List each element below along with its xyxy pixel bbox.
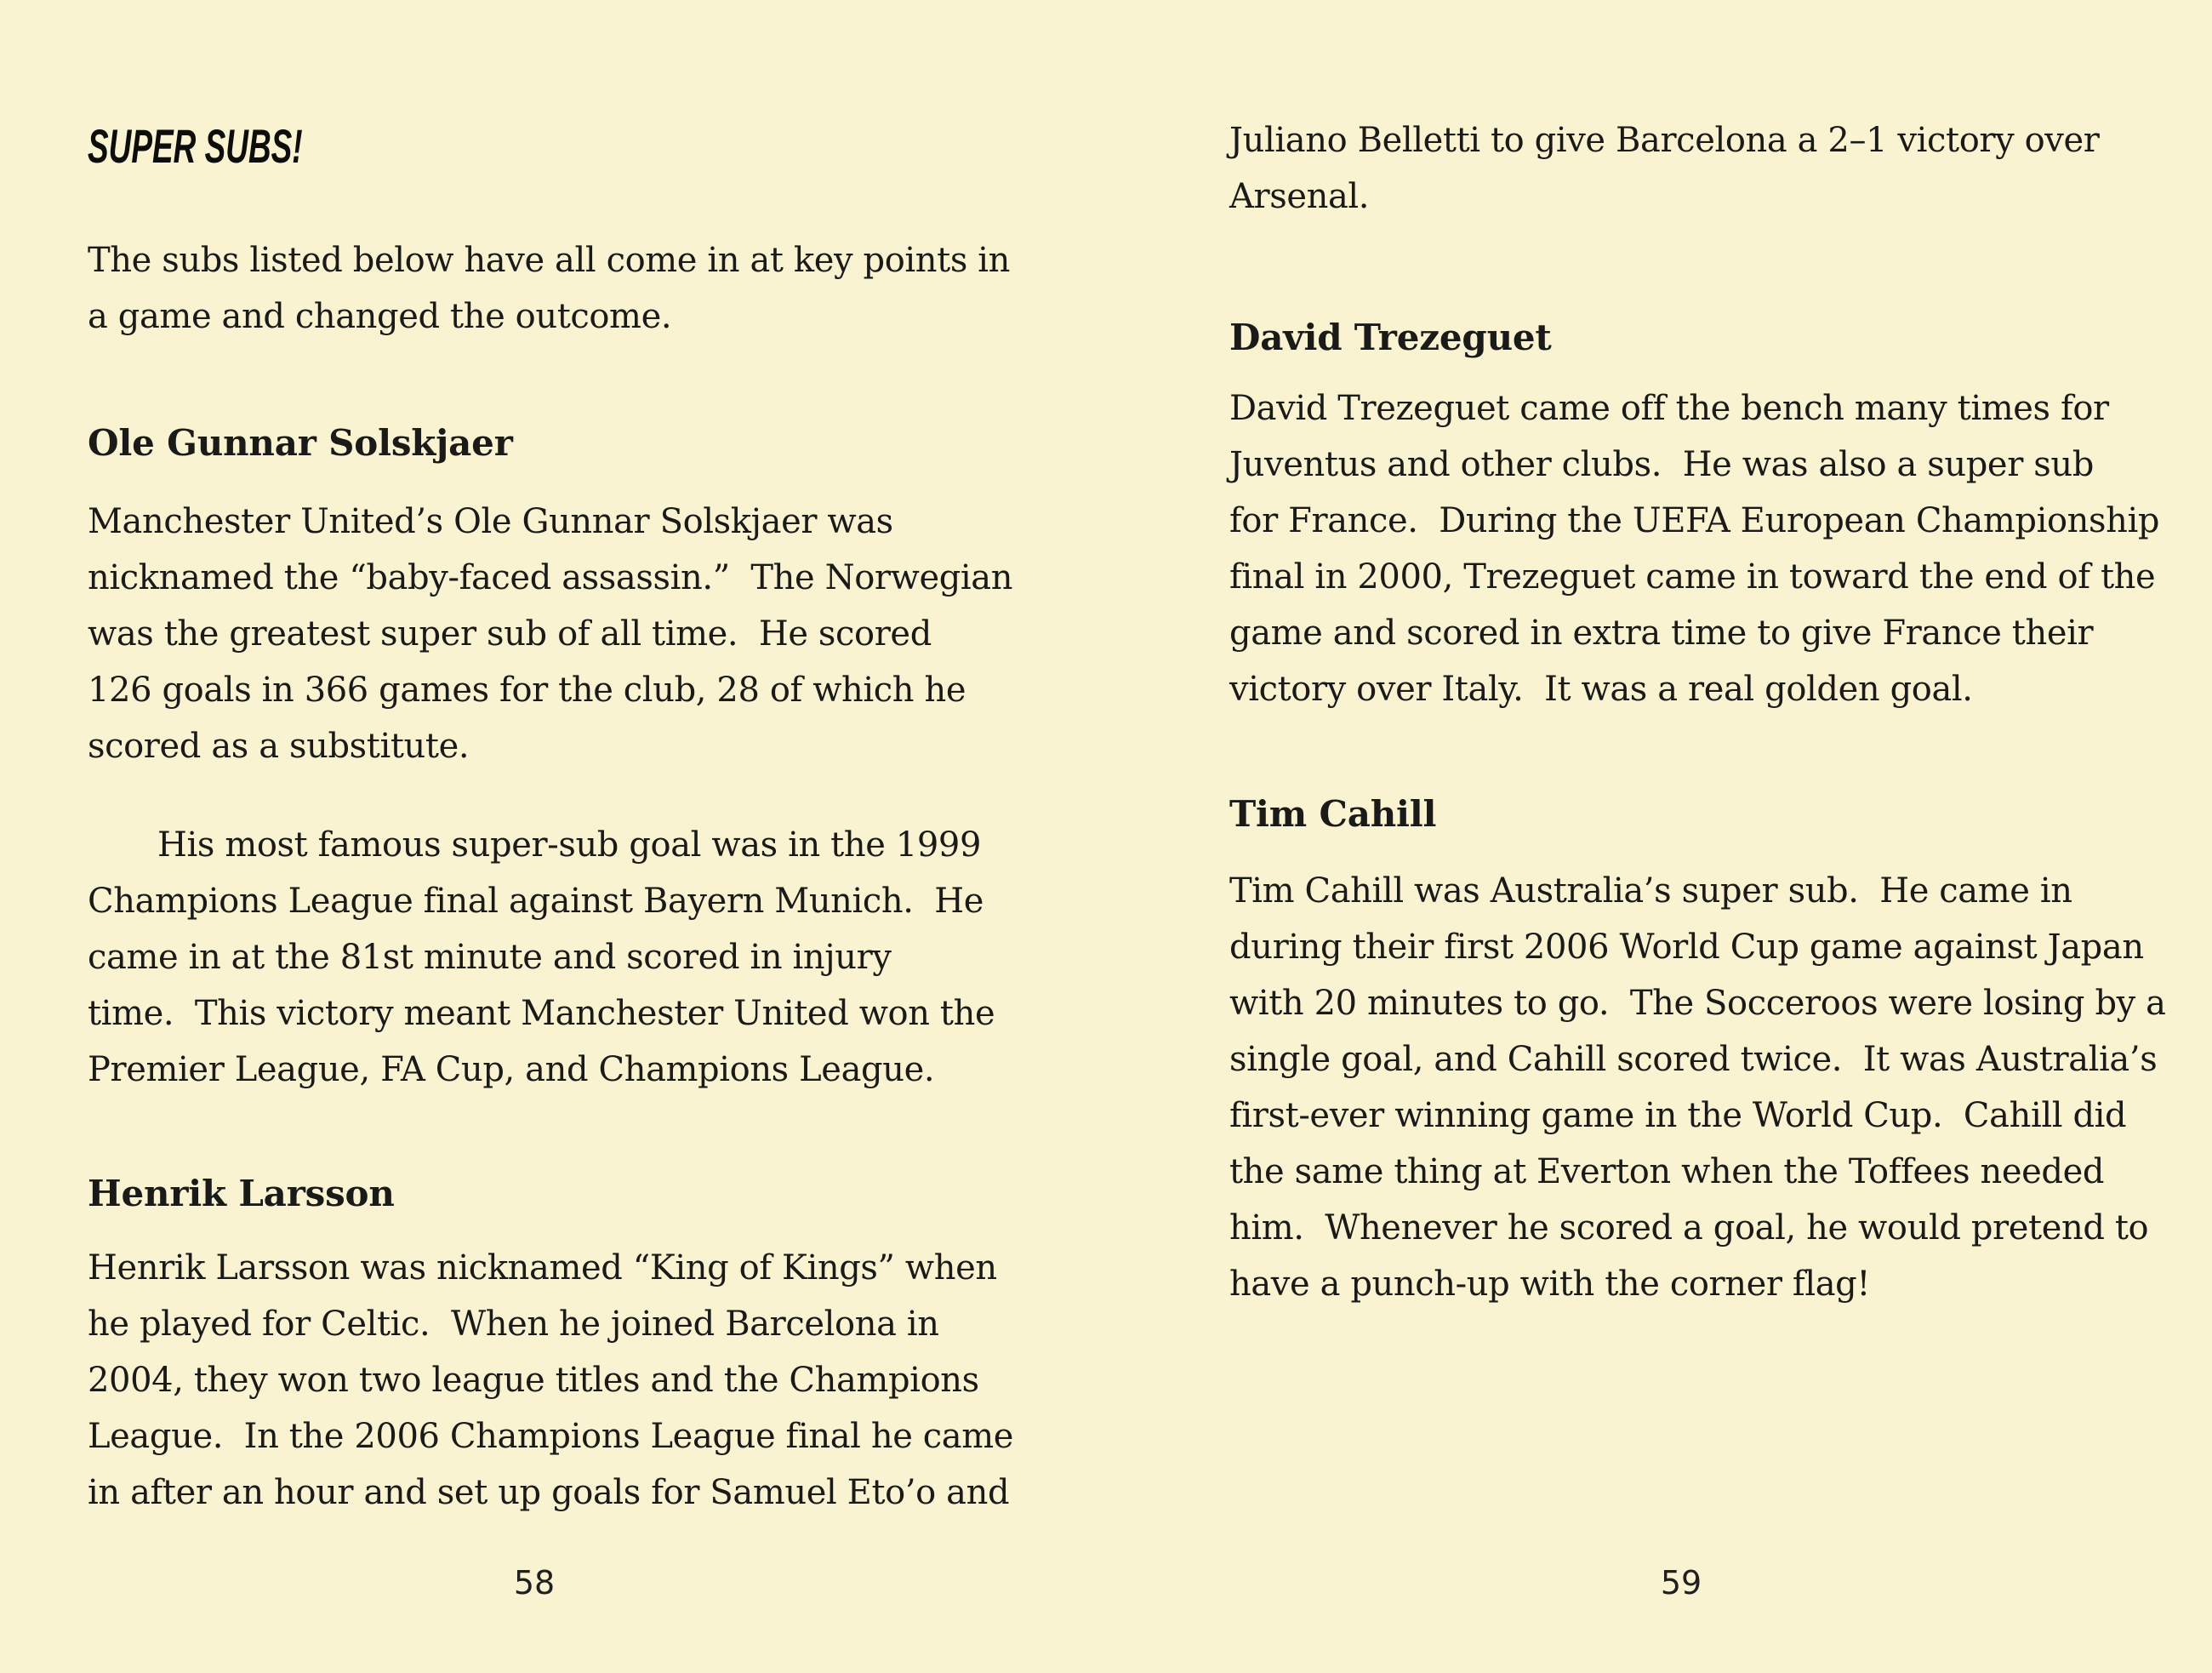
paragraph xyxy=(88,1240,1036,1521)
text-line: single goal, and Cahill scored twice. It was Australia’s xyxy=(1229,1040,2158,1079)
page-number: 59 xyxy=(1660,1564,1702,1602)
text-line: 126 goals in 366 games for the club, 28 of which he xyxy=(88,671,966,710)
text-line: a game and changed the outcome. xyxy=(88,297,672,336)
paragraph xyxy=(88,817,1036,1098)
text-line: Juventus and other clubs. He was also a super sub xyxy=(1229,445,2094,484)
text-line: Juliano Belletti to give Barcelona a 2–1 victory over xyxy=(1229,121,2100,160)
text-line: he played for Celtic. When he joined Barcelona in xyxy=(88,1305,939,1344)
text-line: first-ever winning game in the World Cup. Cahill did xyxy=(1229,1096,2127,1135)
text-line: Henrik Larsson was nicknamed “King of Kings” when xyxy=(88,1248,997,1288)
section-david-trezeguet xyxy=(1229,310,2160,717)
section-ole-gunnar-solskjaer xyxy=(88,415,1036,1098)
text-line: Arsenal. xyxy=(1229,177,1370,216)
section-heading: Henrik Larsson xyxy=(88,1173,395,1214)
text-line: with 20 minutes to go. The Socceroos were losing by a xyxy=(1229,984,2166,1023)
right-page xyxy=(1229,112,2166,1312)
paragraph xyxy=(1229,380,2160,717)
text-line: Manchester United’s Ole Gunnar Solskjaer was xyxy=(88,502,893,541)
left-page xyxy=(88,121,1036,1521)
text-line: final in 2000, Trezeguet came in toward the end of the xyxy=(1229,557,2156,597)
section-tim-cahill xyxy=(1229,786,2166,1312)
text-line: nicknamed the “baby-faced assassin.” The Norwegian xyxy=(88,558,1013,597)
section-heading: Ole Gunnar Solskjaer xyxy=(88,422,513,464)
text-line: League. In the 2006 Champions League final he came xyxy=(88,1417,1014,1456)
section-heading: David Trezeguet xyxy=(1229,317,1552,358)
intro-paragraph xyxy=(88,232,1036,345)
text-line: in after an hour and set up goals for Samuel Eto’o and xyxy=(88,1473,1010,1512)
text-line: victory over Italy. It was a real golden goal. xyxy=(1229,670,1973,709)
text-line: scored as a substitute. xyxy=(88,727,470,766)
text-line: Premier League, FA Cup, and Champions League. xyxy=(88,1050,935,1089)
text-line: have a punch-up with the corner flag! xyxy=(1229,1265,1871,1304)
page-title: SUPER SUBS! xyxy=(88,119,303,173)
paragraph xyxy=(1229,863,2166,1312)
text-line: the same thing at Everton when the Toffees needed xyxy=(1229,1152,2105,1191)
text-line: Tim Cahill was Australia’s super sub. He came in xyxy=(1229,871,2072,911)
text-line: 2004, they won two league titles and the Champions xyxy=(88,1361,979,1400)
section-heading: Tim Cahill xyxy=(1229,793,1437,835)
text-line: time. This victory meant Manchester United won the xyxy=(88,994,995,1033)
text-line: him. Whenever he scored a goal, he would pretend to xyxy=(1229,1208,2149,1248)
text-line: Champions League final against Bayern Munich. He xyxy=(88,882,983,921)
text-line: The subs listed below have all come in at key points in xyxy=(88,241,1011,280)
text-line: game and scored in extra time to give France their xyxy=(1229,614,2094,653)
section-henrik-larsson xyxy=(88,1166,1036,1521)
text-line: during their first 2006 World Cup game against Japan xyxy=(1229,928,2144,967)
text-line: for France. During the UEFA European Championship xyxy=(1229,501,2160,540)
text-line: His most famous super-sub goal was in the 1999 xyxy=(157,825,981,865)
text-line: was the greatest super sub of all time. He scored xyxy=(88,614,932,654)
text-line: came in at the 81st minute and scored in injury xyxy=(88,938,892,977)
page-number: 58 xyxy=(513,1564,556,1602)
paragraph xyxy=(88,494,1036,774)
continuation-paragraph xyxy=(1229,112,2157,225)
text-line: David Trezeguet came off the bench many times for xyxy=(1229,389,2109,428)
